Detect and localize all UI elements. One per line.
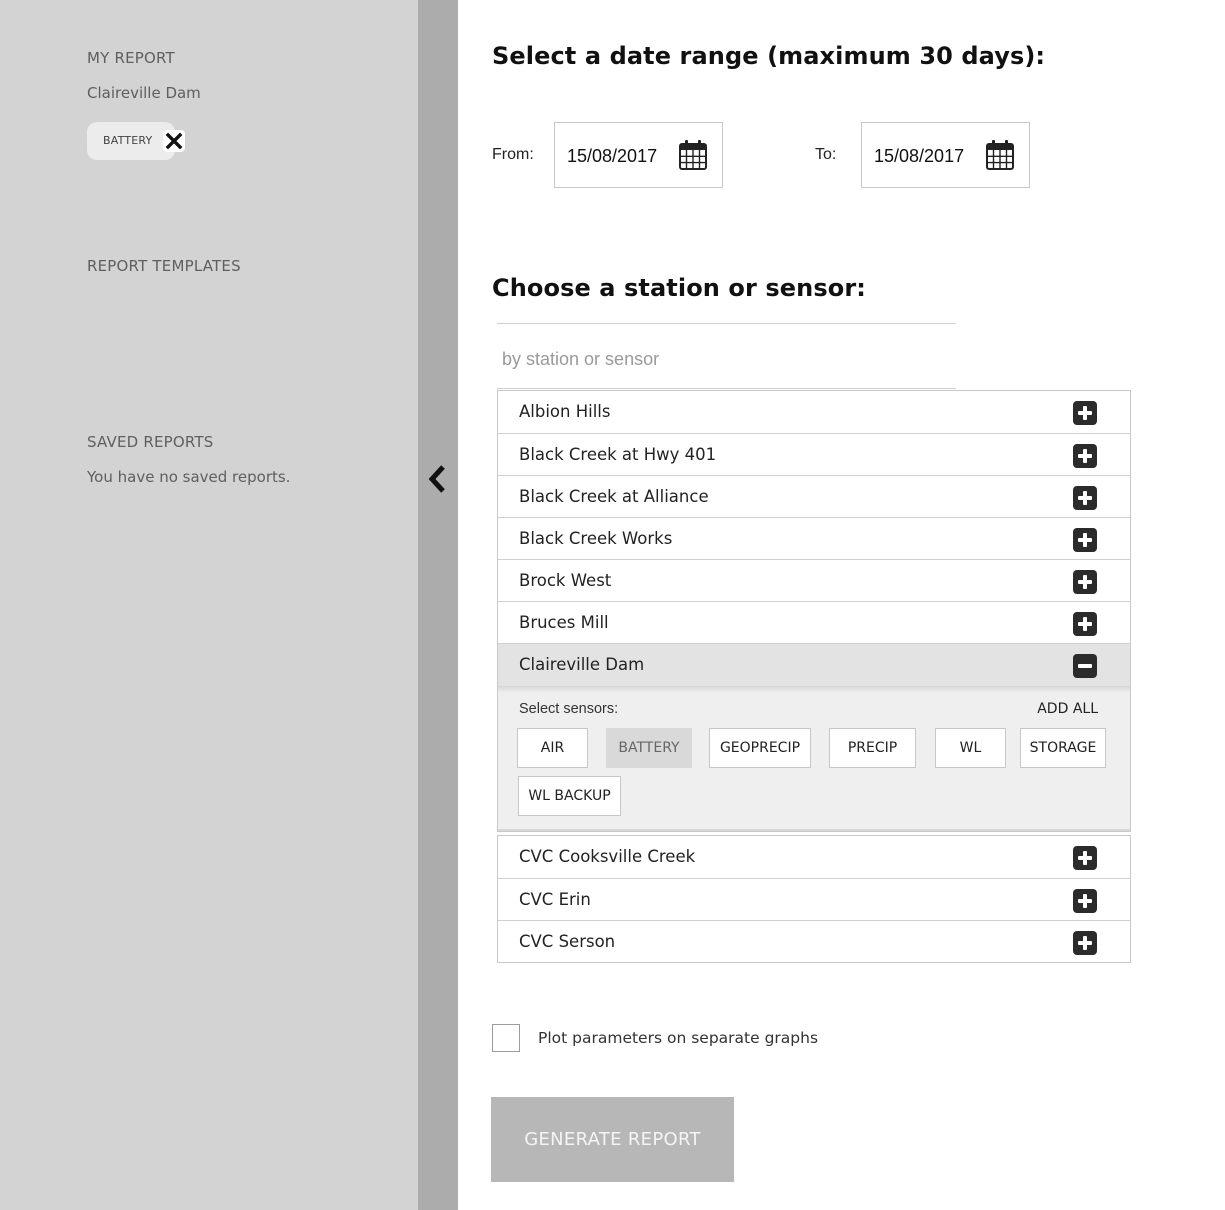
separate-graphs-label: Plot parameters on separate graphs <box>538 1029 819 1047</box>
calendar-icon[interactable] <box>985 139 1015 171</box>
date-range-title: Select a date range (maximum 30 days): <box>492 42 1046 70</box>
sensor-button-wl-backup[interactable]: WL BACKUP <box>518 776 621 816</box>
station-row[interactable] <box>498 475 1130 517</box>
plus-icon[interactable] <box>1073 528 1097 552</box>
to-date-value: 15/08/2017 <box>874 146 965 166</box>
station-row[interactable] <box>498 878 1130 920</box>
saved-reports-empty: You have no saved reports. <box>87 468 291 486</box>
current-station-name: Claireville Dam <box>87 84 201 102</box>
plus-icon[interactable] <box>1073 931 1097 955</box>
sensor-button-wl[interactable]: WL <box>935 728 1006 768</box>
station-row[interactable] <box>498 601 1130 643</box>
sensor-panel <box>498 686 1130 831</box>
select-sensors-label: Select sensors: <box>519 701 619 717</box>
station-row[interactable] <box>498 433 1130 475</box>
station-name: Brock West <box>519 571 612 590</box>
station-name: Black Creek at Alliance <box>519 487 709 506</box>
station-row[interactable] <box>498 836 1130 878</box>
station-section-title: Choose a station or sensor: <box>492 274 866 302</box>
from-date-field[interactable] <box>554 122 723 188</box>
station-list <box>497 390 1131 832</box>
plus-icon[interactable] <box>1073 612 1097 636</box>
sidebar <box>0 0 418 1210</box>
sensor-chip <box>87 122 175 160</box>
my-report-heading: MY REPORT <box>87 49 175 67</box>
station-name: CVC Cooksville Creek <box>519 847 696 866</box>
station-row[interactable] <box>498 517 1130 559</box>
station-name: Albion Hills <box>519 402 611 421</box>
generate-report-button[interactable]: GENERATE REPORT <box>491 1097 734 1182</box>
sensor-button-battery[interactable]: BATTERY <box>606 728 692 768</box>
minus-icon[interactable] <box>1073 654 1097 678</box>
add-all-button[interactable]: ADD ALL <box>1037 701 1098 717</box>
from-date-value: 15/08/2017 <box>567 146 658 166</box>
to-date-field[interactable] <box>861 122 1030 188</box>
search-input[interactable] <box>497 334 956 384</box>
plus-icon[interactable] <box>1073 570 1097 594</box>
station-name: CVC Erin <box>519 890 591 909</box>
station-row[interactable] <box>498 920 1130 962</box>
station-name: Claireville Dam <box>519 655 645 674</box>
plus-icon[interactable] <box>1073 444 1097 468</box>
station-name: Bruces Mill <box>519 613 609 632</box>
plus-icon[interactable] <box>1073 401 1097 425</box>
station-list-continued <box>497 835 1131 963</box>
station-row-expanded[interactable] <box>498 643 1130 686</box>
station-row[interactable] <box>498 391 1130 433</box>
separate-graphs-checkbox[interactable] <box>492 1024 520 1052</box>
station-name: CVC Serson <box>519 932 616 951</box>
station-row[interactable] <box>498 559 1130 601</box>
report-templates-heading: REPORT TEMPLATES <box>87 257 241 275</box>
close-icon[interactable] <box>163 130 185 152</box>
sensor-button-storage[interactable]: STORAGE <box>1020 728 1106 768</box>
plus-icon[interactable] <box>1073 889 1097 913</box>
sidebar-divider <box>418 0 458 1210</box>
from-label: From: <box>492 146 534 163</box>
calendar-icon[interactable] <box>678 139 708 171</box>
chevron-left-icon[interactable] <box>424 462 452 496</box>
sensor-button-geoprecip[interactable]: GEOPRECIP <box>709 728 811 768</box>
sensor-button-precip[interactable]: PRECIP <box>829 728 916 768</box>
sensor-chip-label: BATTERY <box>103 134 153 147</box>
saved-reports-heading: SAVED REPORTS <box>87 433 214 451</box>
to-label: To: <box>815 146 837 163</box>
plus-icon[interactable] <box>1073 486 1097 510</box>
search-divider-bottom <box>497 388 956 389</box>
sensor-button-air[interactable]: AIR <box>517 728 588 768</box>
station-name: Black Creek Works <box>519 529 673 548</box>
plus-icon[interactable] <box>1073 846 1097 870</box>
station-name: Black Creek at Hwy 401 <box>519 445 717 464</box>
search-divider-top <box>497 323 956 324</box>
